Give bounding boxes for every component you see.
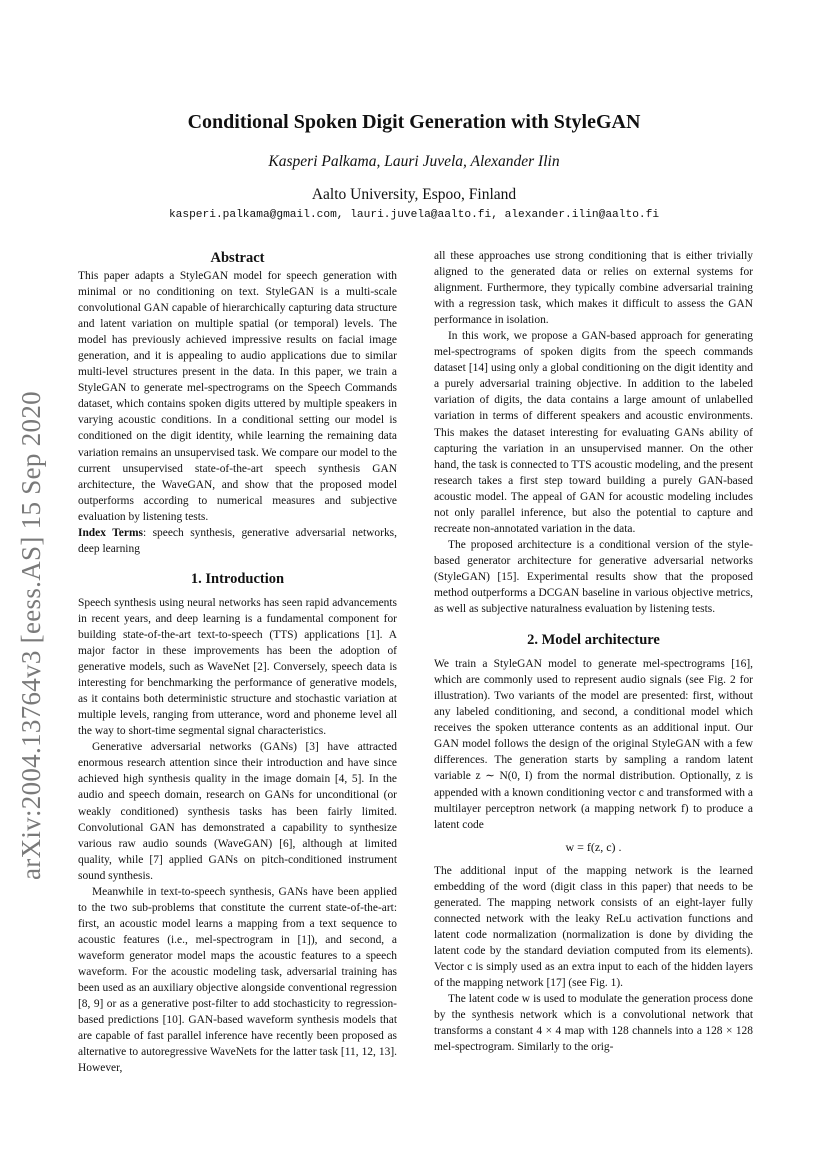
model-paragraph-3: The latent code w is used to modulate the generation process done by the synthesis network which is a convolutional network that transforms a constant 4 × 4 map with 128 channels into a 128 × 128 mel-spectrogram. Similarly to the orig- [434, 993, 753, 1054]
arxiv-side-stamp: arXiv:2004.13764v3 [eess.AS] 15 Sep 2020 [16, 391, 46, 880]
index-terms [78, 525, 397, 557]
paper-emails: kasperi.palkama@gmail.com, lauri.juvela@aalto.fi, alexander.ilin@aalto.fi [168, 209, 660, 221]
intro-paragraph-3: Meanwhile in text-to-speech synthesis, GANs have been applied to the two sub-problems that constitute the current state-of-the-art: first, an acoustic model learns a mapping from a text sequence to acoustic features (i.e., mel-spectrogram in [1]), and second, a waveform generator model maps the acoustic features to a speech waveform. For the acoustic modeling task, adversarial training has been used as an auxiliary objective alongside conventional regression [8, 9] or as a generative post-filter to add stochasticity to regression-based predictions [10]. GAN-based waveform synthesis models that are capable of fast parallel inference have recently been proposed as alternative to autoregressive WaveNets for the latter task [11, 12, 13]. However, [78, 885, 397, 1075]
intro-paragraph-2: Generative adversarial networks (GANs) [3] have attracted enormous research attention since their introduction and have since achieved high synthesis quality in the image domain [4, 5]. In the audio and speech domain, research on GANs for unconditional (or weakly conditioned) synthesis tasks has been fairly limited. Convolutional GAN has demonstrated a capability to synthesize various raw audio sounds (WaveGAN) [6], although at limited quality, while [7] applied GANs on pitch-conditioned instrument sound synthesis. [78, 741, 397, 882]
proposed-architecture-paragraph: The proposed architecture is a conditional version of the style-based generator architecture for generative adversarial networks (StyleGAN) [15]. Experimental results show that the proposed method outperforms a DCGAN baseline in various objective metrics, as well as subjective naturalness evaluation by listening tests. [434, 538, 753, 616]
left-column [78, 248, 397, 1076]
model-paragraph-1: We train a StyleGAN model to generate mel-spectrograms [16], which are commonly used to represent audio signals (see Fig. 2 for illustration). Two variants of the model are presented: first, without any labeled conditioning, and second, a conditional model which receives the spoken utterance contents as an additional input. Our GAN model follows the design of the original StyleGAN with a few differences. The generation starts by sampling a random latent variable z ∼ N(0, I) from the normal distribution. Optionally, z is appended with a known conditioning vector c and transformed with a multilayer perceptron network (a mapping network f) to produce a latent code [434, 658, 753, 831]
intro-paragraph-1: Speech synthesis using neural networks has seen rapid advancements in recent years, and deep learning is a fundamental component for building state-of-the-art text-to-speech (TTS) applications [1]. A major factor in these improvements has been the adoption of generative models, such as WaveNet [2]. Conversely, speech data is interesting for benchmarking the performance of generative models, as it contains both deterministic structure and stochastic variation at multiple levels, ranging from utterance, word and phoneme level all the way to short-time segmental signal characteristics. [78, 596, 397, 738]
model-paragraph-2: The additional input of the mapping network is the learned embedding of the word (digit class in this paper) that needs to be generated. The mapping network consists of an eight-layer fully connected network with the leaky ReLu activation functions and latent code normalization (normalization is done by dividing the latent code by the standard deviation computed from its elements). Vector c is simply used as an extra input to each of the hidden layers of the mapping network [17] (see Fig. 1). [434, 864, 753, 990]
intro-continued-paragraph: all these approaches use strong conditioning that is either trivially aligned to the generated data or relies on external systems for alignment. Furthermore, they typically combine adversarial training with a regression task, which makes it difficult to assess the GAN performance in isolation. [434, 250, 753, 327]
index-terms-text: : speech synthesis, generative adversarial networks, deep learning [78, 526, 397, 555]
model-heading: 2. Model architecture [527, 632, 660, 649]
this-work-paragraph: In this work, we propose a GAN-based approach for generating mel-spectrograms of spoken digits from the speech commands dataset [14] using only a global conditioning on the digit identity and a purely adversarial training objective. In addition to the labeled variation of digits, the data contains a large amount of unlabelled variation in terms of different speakers and acoustic environments. This makes the dataset interesting for evaluating GANs ability of capturing the variation in an unsupervised manner. On the other hand, the task is connected to TTS acoustic modeling, and the present research takes a first step toward building a purely GAN-based acoustic model. The appeal of GAN for acoustic modeling includes not only parallel inference, but also the potential to capture and recreate non-annotated variation in the data. [434, 330, 754, 535]
abstract-text: This paper adapts a StyleGAN model for speech generation with minimal or no conditioning on text. StyleGAN is a multi-scale convolutional GAN capable of hierarchically capturing data structure and latent variation on multiple spatial (or temporal) levels. The model has previously achieved impressive results on facial image generation, and it is appealing to audio applications due to similar multi-level structures present in the data. In this paper, we train a StyleGAN to generate mel-spectrograms on the Speech Commands dataset, which contains spoken digits uttered by multiple speakers in varying acoustic conditions. In a conditional setting our model is conditioned on the digit identity, while learning the remaining data variation remains an unsupervised task. We compare our model to the current unsupervised state-of-the-art speech synthesis GAN architecture, the WaveGAN, and show that the proposed model outperforms according to numerical measures and subjective evaluation by listening tests. [78, 270, 397, 523]
equation-mapping: w = f(z, c) . [565, 839, 622, 854]
right-column [434, 248, 753, 1055]
abstract-heading: Abstract [210, 250, 265, 266]
index-terms-label: Index Terms [78, 526, 143, 539]
paper-authors: Kasperi Palkama, Lauri Juvela, Alexander Ilin [268, 153, 560, 170]
paper-affiliation: Aalto University, Espoo, Finland [311, 186, 517, 203]
paper-title: Conditional Spoken Digit Generation with StyleGAN [187, 111, 641, 133]
intro-heading: 1. Introduction [190, 570, 285, 587]
